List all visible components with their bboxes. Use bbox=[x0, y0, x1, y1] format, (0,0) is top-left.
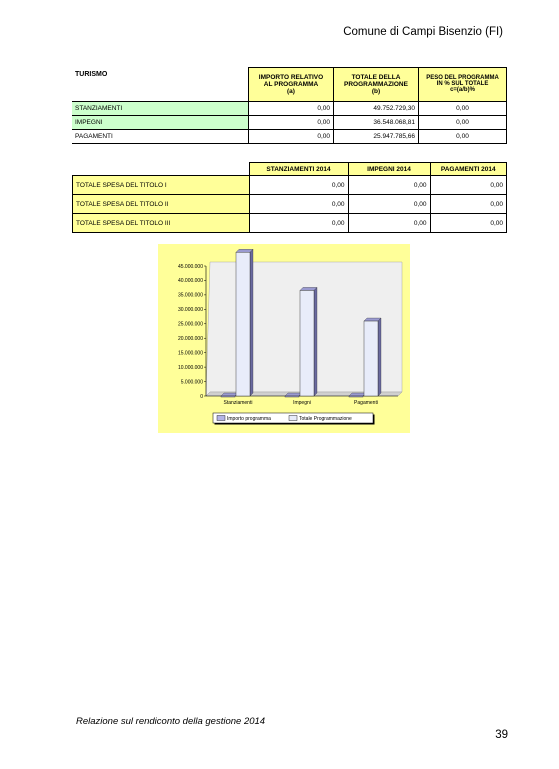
row-value: 0,00 bbox=[249, 176, 348, 195]
row-value: 0,00 bbox=[348, 195, 430, 214]
row-value: 0,00 bbox=[249, 214, 348, 233]
x-tick-label: Impegni bbox=[293, 400, 311, 406]
bar-side bbox=[378, 318, 381, 396]
y-tick-label: 5.000.000 bbox=[180, 379, 203, 386]
row-label: TOTALE SPESA DEL TITOLO I bbox=[73, 176, 250, 195]
header-peso bbox=[419, 68, 507, 102]
title-spending-header bbox=[73, 163, 507, 176]
legend-label: Importo programma bbox=[227, 416, 271, 422]
y-tick-label: 20.000.000 bbox=[177, 336, 203, 343]
row-value-b: 36.548.068,81 bbox=[334, 115, 419, 129]
header-peso-line1: PESO DEL PROGRAMMA bbox=[426, 75, 499, 82]
row-value: 0,00 bbox=[249, 195, 348, 214]
y-tick-label: 15.000.000 bbox=[177, 350, 203, 357]
header-totale-line2: PROGRAMMAZIONE bbox=[344, 80, 408, 88]
bar-chart bbox=[158, 244, 410, 433]
x-tick-label: Stanziamenti bbox=[223, 400, 253, 406]
row-label: PAGAMENTI bbox=[72, 129, 249, 143]
page-number: 39 bbox=[495, 729, 508, 741]
row-value-c: 0,00 bbox=[419, 101, 507, 115]
y-tick-label: 45.000.000 bbox=[177, 263, 203, 270]
bar-side bbox=[250, 249, 253, 396]
y-tick-label: 30.000.000 bbox=[177, 307, 203, 314]
y-tick-label: 0 bbox=[200, 393, 203, 400]
program-table-header bbox=[72, 68, 507, 102]
row-value-c: 0,00 bbox=[419, 129, 507, 143]
header-importo bbox=[249, 68, 334, 102]
program-title: TURISMO bbox=[72, 68, 249, 102]
header-peso-line3: c=(a/b)% bbox=[450, 87, 475, 94]
table-row bbox=[72, 101, 507, 115]
header-stanziamenti: STANZIAMENTI 2014 bbox=[249, 163, 348, 176]
header-totale-line3: (b) bbox=[371, 87, 381, 95]
y-tick-label: 40.000.000 bbox=[177, 278, 203, 285]
header-totale bbox=[334, 68, 419, 102]
row-value: 0,00 bbox=[430, 195, 507, 214]
row-value-c: 0,00 bbox=[419, 115, 507, 129]
bar bbox=[221, 396, 235, 397]
legend-swatch bbox=[289, 416, 297, 421]
header-importo-line3: (a) bbox=[287, 87, 295, 95]
bar bbox=[285, 396, 299, 397]
bar-side bbox=[314, 287, 317, 396]
row-label: TOTALE SPESA DEL TITOLO II bbox=[73, 195, 250, 214]
bar bbox=[364, 321, 378, 396]
title-spending-table bbox=[72, 162, 507, 233]
program-table bbox=[72, 67, 507, 144]
municipality-header: Comune di Campi Bisenzio (FI) bbox=[343, 26, 503, 38]
row-value-b: 49.752.729,30 bbox=[334, 101, 419, 115]
bar-top bbox=[364, 318, 381, 321]
bar-top bbox=[349, 393, 366, 396]
row-value-a: 0,00 bbox=[249, 101, 334, 115]
bar-top bbox=[221, 393, 238, 396]
legend-label: Totale Programmazione bbox=[299, 416, 352, 422]
header-importo-line1: IMPORTO RELATIVO bbox=[258, 73, 324, 81]
row-label: TOTALE SPESA DEL TITOLO III bbox=[73, 214, 250, 233]
table-row bbox=[73, 214, 507, 233]
header-pagamenti: PAGAMENTI 2014 bbox=[430, 163, 507, 176]
header-importo-line2: AL PROGRAMMA bbox=[263, 80, 319, 88]
bar bbox=[300, 290, 314, 396]
bar bbox=[236, 252, 250, 396]
header-impegni: IMPEGNI 2014 bbox=[348, 163, 430, 176]
header-peso-line2: IN % SUL TOTALE bbox=[436, 81, 489, 88]
row-value-a: 0,00 bbox=[249, 115, 334, 129]
x-tick-label: Pagamenti bbox=[354, 400, 378, 406]
table-row bbox=[72, 129, 507, 143]
y-tick-label: 35.000.000 bbox=[177, 292, 203, 299]
row-label: IMPEGNI bbox=[72, 115, 249, 129]
header-totale-line1: TOTALE DELLA bbox=[351, 73, 401, 81]
row-value: 0,00 bbox=[430, 214, 507, 233]
row-label: STANZIAMENTI bbox=[72, 101, 249, 115]
bar-top bbox=[285, 393, 302, 396]
table-row bbox=[73, 195, 507, 214]
row-value: 0,00 bbox=[348, 214, 430, 233]
row-value-a: 0,00 bbox=[249, 129, 334, 143]
table-row bbox=[73, 176, 507, 195]
y-tick-label: 10.000.000 bbox=[177, 364, 203, 371]
legend-swatch bbox=[217, 416, 225, 421]
header-blank bbox=[73, 163, 250, 176]
bar bbox=[349, 396, 363, 397]
bar-top bbox=[300, 287, 317, 290]
table-row bbox=[72, 115, 507, 129]
row-value-b: 25.947.785,66 bbox=[334, 129, 419, 143]
row-value: 0,00 bbox=[348, 176, 430, 195]
bar-top bbox=[236, 249, 253, 252]
row-value: 0,00 bbox=[430, 176, 507, 195]
footer-text: Relazione sul rendiconto della gestione 2014 bbox=[76, 716, 266, 727]
y-tick-label: 25.000.000 bbox=[177, 321, 203, 328]
